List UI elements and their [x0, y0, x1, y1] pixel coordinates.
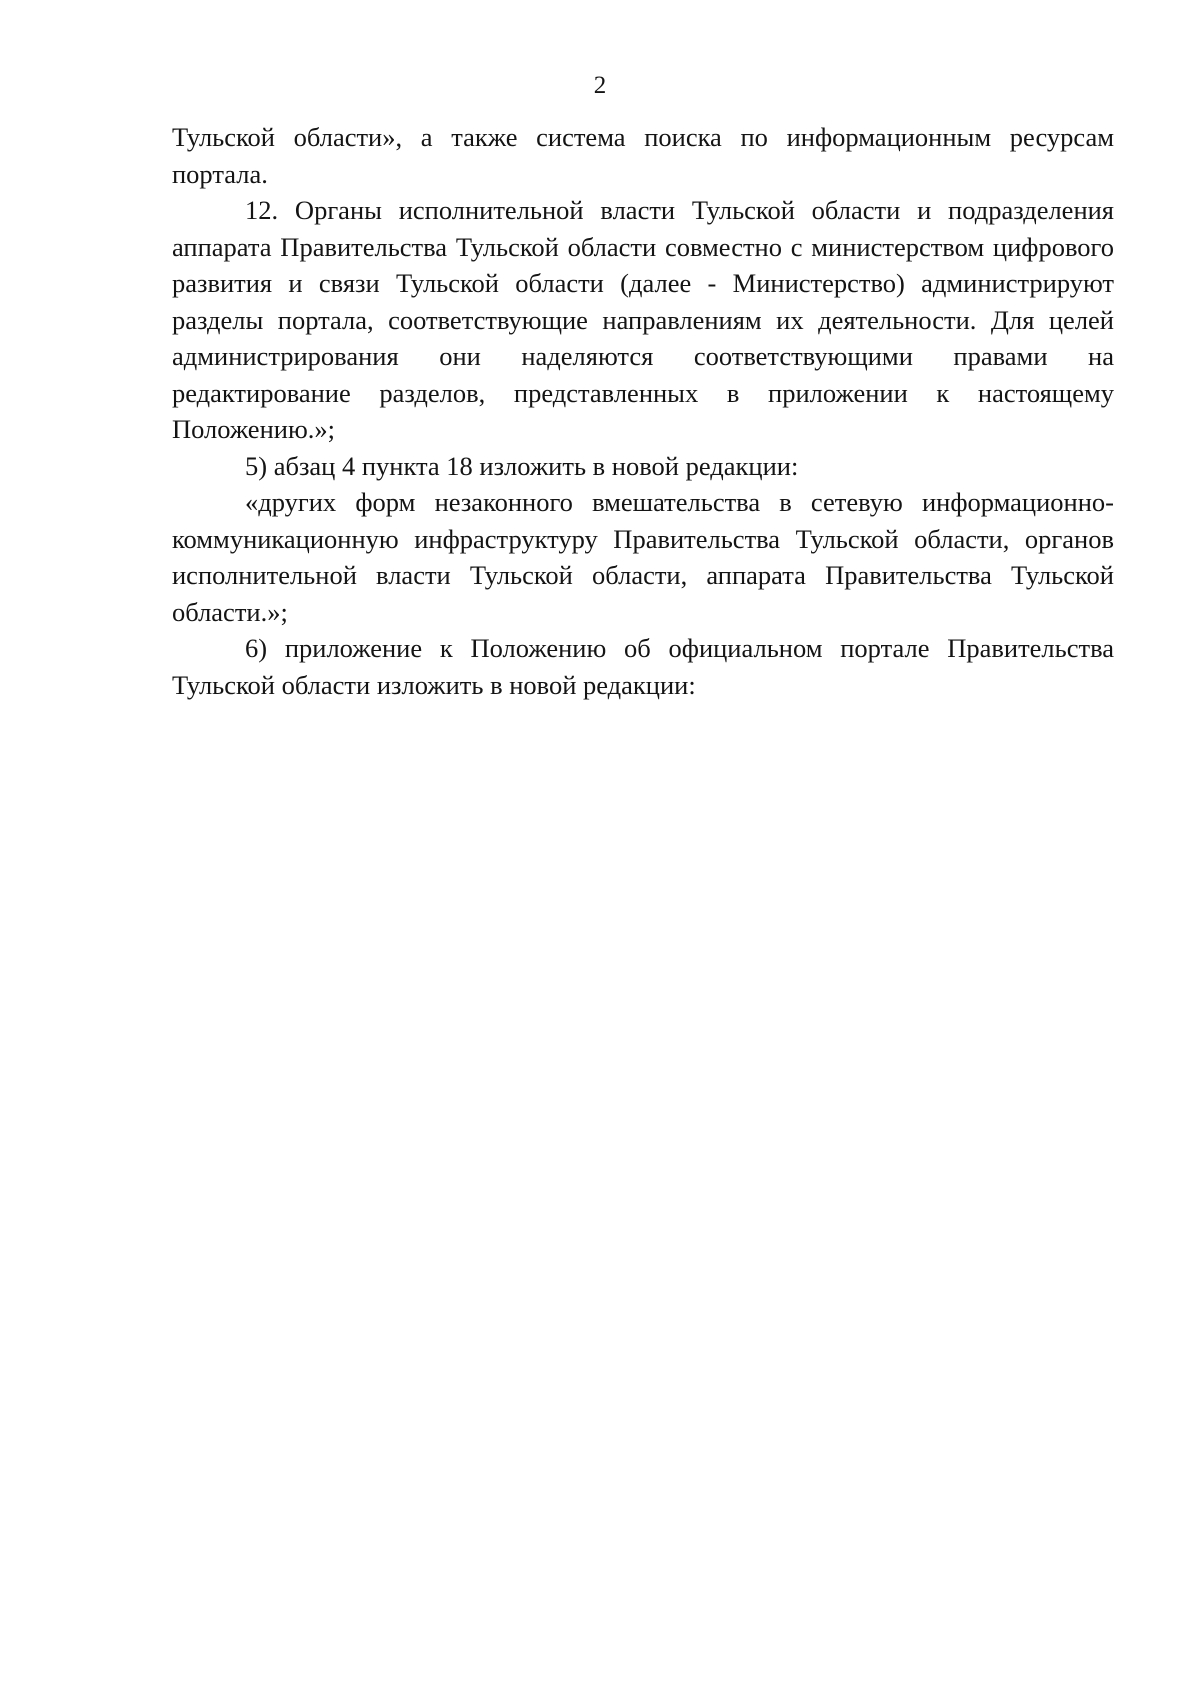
document-body — [172, 119, 1114, 703]
paragraph-item-12: 12. Органы исполнительной власти Тульской области и подразделения аппарата Правительства Тульской области совместно с министерством цифрового развития и связи Тульской области (далее - Министерство) администрируют разделы портала, соответствующие направлениям их деятельности. Для целей администрирования они наделяются соответствующими правами на редактирование разделов, представленных в приложении к настоящему Положению.»; — [172, 195, 1114, 444]
paragraph-continuation: Тульской области», а также система поиска по информационным ресурсам портала. — [172, 122, 1114, 189]
paragraph-amendment-5: 5) абзац 4 пункта 18 изложить в новой редакции: — [245, 450, 799, 481]
page-number: 2 — [593, 72, 607, 99]
paragraph-amendment-6: 6) приложение к Положению об официальном портале Правительства Тульской области изложить в новой редакции: — [172, 633, 1114, 700]
paragraph-quoted-text: «других форм незаконного вмешательства в сетевую информационно-коммуникационную инфраструктуру Правительства Тульской области, органов исполнительной власти Тульской области, аппарата Правительства Тульской области.»; — [172, 487, 1114, 627]
